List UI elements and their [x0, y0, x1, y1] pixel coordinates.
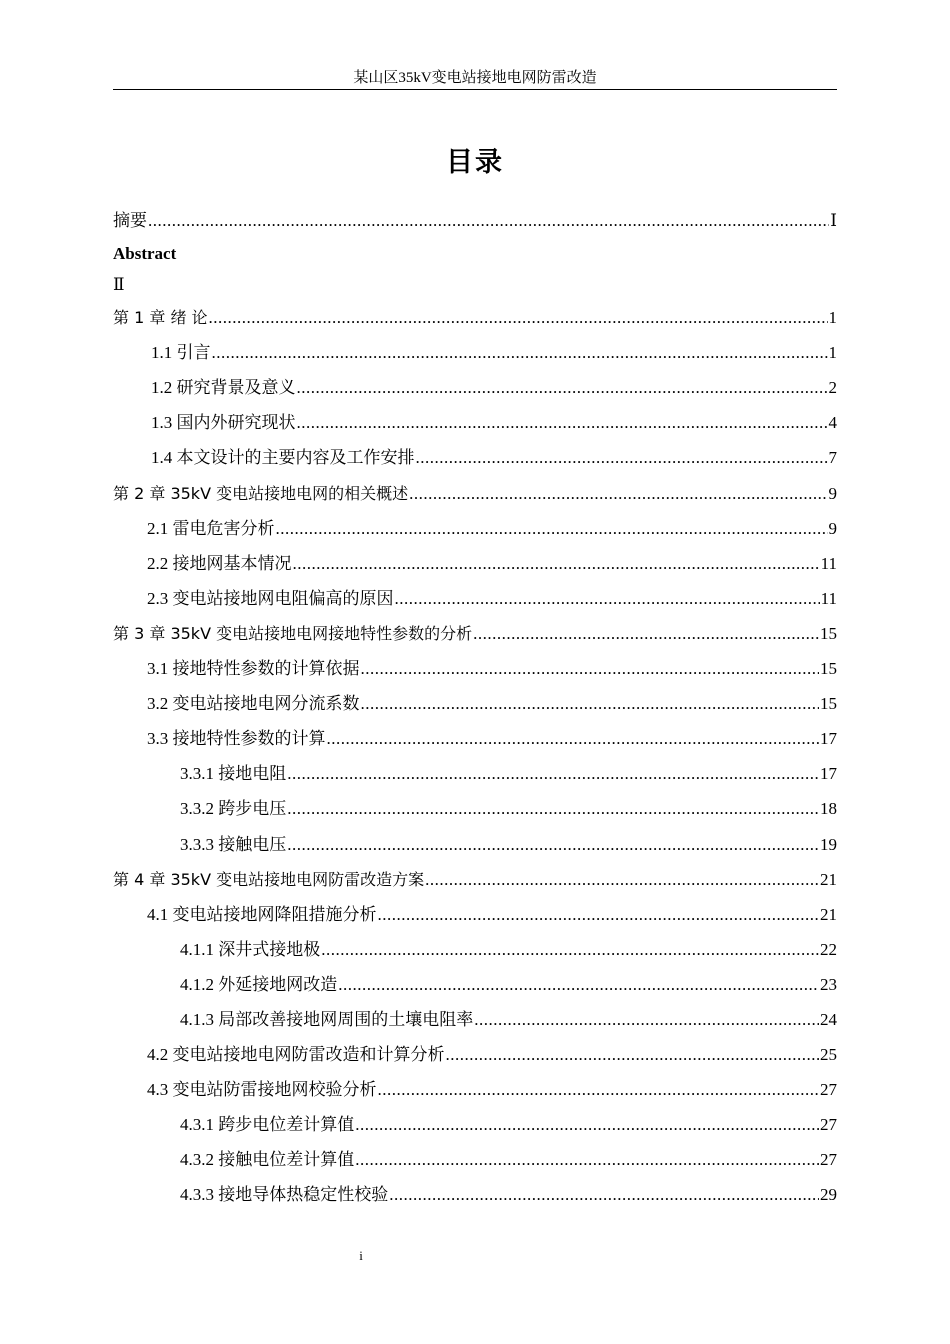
toc-entry-page: 24: [820, 1009, 837, 1029]
toc-entry-label: 1.2 研究背景及意义: [151, 378, 296, 398]
toc-entry[interactable]: [113, 756, 837, 791]
leader-dots: [378, 897, 820, 932]
toc-entry-page: 27: [820, 1115, 837, 1135]
toc-entry-page: 19: [820, 834, 837, 854]
leader-dots: [297, 370, 828, 405]
page-number: i: [359, 1248, 363, 1263]
toc-entry[interactable]: [113, 862, 837, 897]
toc-entry-abstract-en[interactable]: Abstract: [113, 244, 177, 264]
toc-entry-page: 21: [820, 869, 837, 889]
toc-entry[interactable]: [113, 1177, 837, 1212]
running-header: 某山区35kV变电站接地电网防雷改造: [113, 68, 837, 90]
toc-entry-page: 27: [820, 1080, 837, 1100]
leader-dots: [446, 1037, 820, 1072]
toc-entry-label: 第 1 章 绪 论: [113, 308, 208, 328]
toc-entry-label: 2.3 变电站接地网电阻偏高的原因: [147, 588, 394, 608]
toc-entry-label: 3.3 接地特性参数的计算: [147, 729, 326, 749]
toc-entry[interactable]: [113, 300, 837, 335]
leader-dots: [293, 546, 820, 581]
toc-entry[interactable]: [113, 1072, 837, 1107]
table-of-contents: [113, 203, 837, 1213]
toc-entry[interactable]: [113, 1037, 837, 1072]
leader-dots: [473, 616, 819, 651]
toc-entry[interactable]: [113, 440, 837, 475]
toc-entry-page: 1: [828, 343, 837, 363]
toc-entry[interactable]: [113, 546, 837, 581]
leader-dots: [361, 686, 820, 721]
toc-entry-label: 4.3 变电站防雷接地网校验分析: [147, 1080, 377, 1100]
toc-entry-label: 1.3 国内外研究现状: [151, 413, 296, 433]
toc-entry-label: 1.1 引言: [151, 343, 211, 363]
toc-entry[interactable]: [113, 897, 837, 932]
toc-entry-page: 29: [820, 1185, 837, 1205]
toc-entry-page: 17: [820, 729, 837, 749]
leader-dots: [416, 440, 828, 475]
toc-entry-label: 4.3.2 接触电位差计算值: [180, 1150, 355, 1170]
toc-entry-abstract-cn[interactable]: [113, 203, 837, 238]
toc-entry-page: 18: [820, 799, 837, 819]
toc-entry-page: 17: [820, 764, 837, 784]
toc-entry[interactable]: [113, 581, 837, 616]
toc-entry-page: 7: [828, 448, 837, 468]
leader-dots: [378, 1072, 820, 1107]
toc-entry-label: 3.2 变电站接地电网分流系数: [147, 694, 360, 714]
toc-entry-label: 4.2 变电站接地电网防雷改造和计算分析: [147, 1045, 445, 1065]
toc-entry-label: 2.1 雷电危害分析: [147, 518, 275, 538]
leader-dots: [361, 651, 820, 686]
toc-entry-page: 11: [820, 553, 837, 573]
toc-entry[interactable]: [113, 967, 837, 1002]
toc-entry-page: 2: [828, 378, 837, 398]
leader-dots: [321, 932, 819, 967]
toc-entry-page: 1: [828, 308, 837, 328]
leader-dots: [212, 335, 828, 370]
leader-dots: [355, 1142, 819, 1177]
leader-dots: [474, 1002, 819, 1037]
toc-entry-label: 4.1.3 局部改善接地网周围的土壤电阻率: [180, 1009, 474, 1029]
toc-entry-page: 23: [820, 974, 837, 994]
toc-entry-label: 4.1.1 深井式接地极: [180, 939, 321, 959]
toc-entry-label: 4.3.3 接地导体热稳定性校验: [180, 1185, 389, 1205]
toc-entry-label: 摘要: [113, 211, 147, 230]
leader-dots: [389, 1177, 819, 1212]
toc-entry-label: 2.2 接地网基本情况: [147, 553, 292, 573]
toc-entry-label: 第 3 章 35kV 变电站接地电网接地特性参数的分析: [113, 623, 473, 643]
toc-entry[interactable]: [113, 335, 837, 370]
toc-entry-label: 4.1 变电站接地网降阻措施分析: [147, 904, 377, 924]
toc-entry-page: 9: [828, 483, 837, 503]
toc-entry-page: 15: [820, 623, 837, 643]
toc-entry-page: 15: [820, 694, 837, 714]
toc-entry-label: 3.3.1 接地电阻: [180, 764, 287, 784]
toc-entry[interactable]: [113, 1142, 837, 1177]
leader-dots: [395, 581, 820, 616]
toc-entry-label: 第 2 章 35kV 变电站接地电网的相关概述: [113, 483, 409, 503]
toc-entry-page: 15: [820, 659, 837, 679]
toc-entry[interactable]: [113, 651, 837, 686]
toc-entry[interactable]: [113, 616, 837, 651]
toc-entry-label: 1.4 本文设计的主要内容及工作安排: [151, 448, 415, 468]
toc-entry[interactable]: [113, 1002, 837, 1037]
leader-dots: [209, 300, 828, 335]
toc-entry[interactable]: [113, 405, 837, 440]
toc-entry-label: 4.1.2 外延接地网改造: [180, 974, 338, 994]
toc-entry-label: 3.3.3 接触电压: [180, 834, 287, 854]
leader-dots: [148, 203, 829, 238]
leader-dots: [338, 967, 819, 1002]
toc-entry[interactable]: [113, 511, 837, 546]
toc-entry-abstract-en-page: Ⅱ: [113, 275, 125, 295]
toc-entry-page: 9: [828, 518, 837, 538]
toc-entry[interactable]: [113, 370, 837, 405]
page-title: 目录: [446, 147, 504, 178]
toc-entry-page: 25: [820, 1045, 837, 1065]
toc-entry-page: 11: [820, 588, 837, 608]
toc-entry[interactable]: [113, 1107, 837, 1142]
leader-dots: [287, 791, 819, 826]
toc-entry[interactable]: [113, 476, 837, 511]
toc-entries: [113, 300, 837, 1212]
toc-entry-label: 第 4 章 35kV 变电站接地电网防雷改造方案: [113, 869, 425, 889]
leader-dots: [297, 405, 828, 440]
leader-dots: [355, 1107, 819, 1142]
toc-entry-page: 27: [820, 1150, 837, 1170]
toc-entry-page: Ⅰ: [830, 211, 837, 230]
toc-entry[interactable]: [113, 721, 837, 756]
leader-dots: [287, 756, 819, 791]
toc-entry-label: 3.3.2 跨步电压: [180, 799, 287, 819]
toc-entry-page: 22: [820, 939, 837, 959]
toc-entry[interactable]: [113, 791, 837, 826]
toc-entry-page: 21: [820, 904, 837, 924]
leader-dots: [287, 827, 819, 862]
leader-dots: [425, 862, 819, 897]
toc-entry[interactable]: [113, 686, 837, 721]
toc-entry[interactable]: [113, 932, 837, 967]
toc-entry-page: 4: [828, 413, 837, 433]
leader-dots: [327, 721, 820, 756]
leader-dots: [276, 511, 828, 546]
toc-entry-label: 3.1 接地特性参数的计算依据: [147, 659, 360, 679]
leader-dots: [409, 476, 827, 511]
toc-entry[interactable]: [113, 827, 837, 862]
toc-entry-label: 4.3.1 跨步电位差计算值: [180, 1115, 355, 1135]
